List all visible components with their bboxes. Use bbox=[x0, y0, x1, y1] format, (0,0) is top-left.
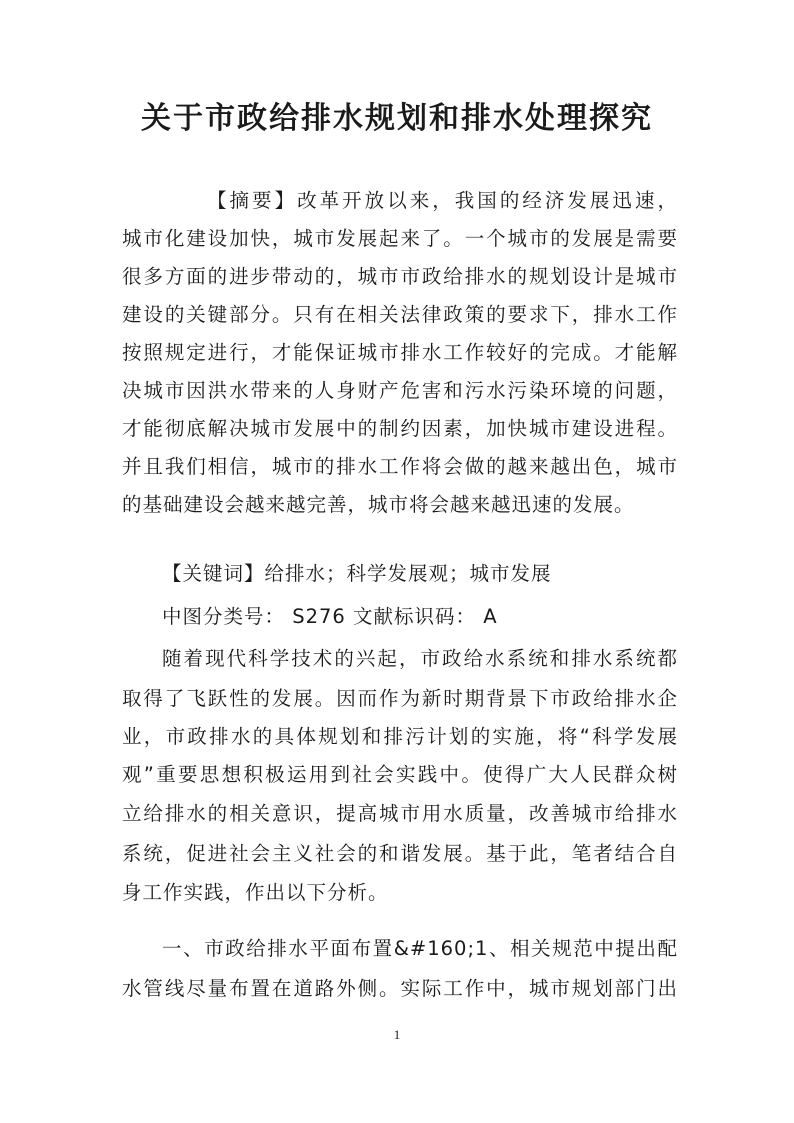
page-number: 1 bbox=[393, 1027, 401, 1042]
body-line: 业，市政排水的具体规划和排污计划的实施，将“科学发展 bbox=[122, 725, 678, 748]
body-line: 水管线尽量布置在道路外侧。实际工作中，城市规划部门出 bbox=[122, 977, 678, 1000]
body-line: 身工作实践，作出以下分析。 bbox=[122, 881, 389, 904]
abstract-line: 建设的关键部分。只有在相关法律政策的要求下，排水工作 bbox=[122, 303, 678, 326]
body-line: 立给排水的相关意识，提高城市用水质量，改善城市给排水 bbox=[122, 802, 678, 825]
body-line: 观”重要思想积极运用到社会实践中。使得广大人民群众树 bbox=[122, 763, 678, 786]
abstract-line: 按照规定进行，才能保证城市排水工作较好的完成。才能解 bbox=[122, 341, 678, 364]
abstract-line: 很多方面的进步带动的，城市市政给排水的规划设计是城市 bbox=[122, 265, 678, 288]
body-line: 系统，促进社会主义社会的和谐发展。基于此，笔者结合自 bbox=[122, 842, 678, 865]
classification-line: 中图分类号： S276 文献标识码： A bbox=[162, 605, 498, 628]
abstract-line: 【摘要】改革开放以来，我国的经济发展迅速， bbox=[207, 189, 678, 212]
abstract-line: 才能彻底解决城市发展中的制约因素，加快城市建设进程。 bbox=[122, 417, 678, 440]
section-heading-line: 一、市政给排水平面布置&#160;1、相关规范中提出配 bbox=[162, 937, 678, 960]
body-line: 取得了飞跃性的发展。因而作为新时期背景下市政给排水企 bbox=[122, 687, 678, 710]
abstract-line: 的基础建设会越来越完善，城市将会越来越迅速的发展。 bbox=[122, 493, 635, 516]
abstract-line: 决城市因洪水带来的人身财产危害和污水污染环境的问题， bbox=[122, 379, 678, 402]
abstract-line: 并且我们相信，城市的排水工作将会做的越来越出色，城市 bbox=[122, 455, 678, 478]
page-title: 关于市政给排水规划和排水处理探究 bbox=[141, 101, 653, 136]
keywords-line: 【关键词】给排水；科学发展观；城市发展 bbox=[162, 562, 552, 585]
body-line: 随着现代科学技术的兴起，市政给水系统和排水系统都 bbox=[162, 647, 678, 670]
abstract-line: 城市化建设加快，城市发展起来了。一个城市的发展是需要 bbox=[122, 227, 678, 250]
